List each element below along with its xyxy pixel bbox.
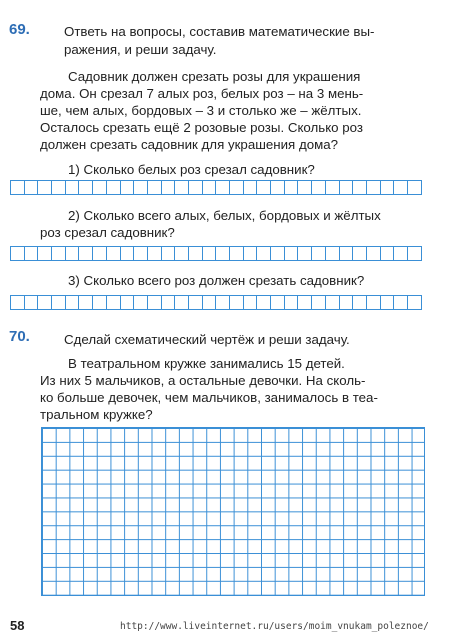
answer-cell[interactable] — [79, 247, 93, 260]
answer-cell[interactable] — [93, 296, 107, 309]
answer-cell[interactable] — [230, 247, 244, 260]
answer-cell[interactable] — [38, 296, 52, 309]
answer-cell[interactable] — [340, 247, 354, 260]
answer-cell[interactable] — [189, 181, 203, 194]
answer-cell[interactable] — [353, 247, 367, 260]
answer-cell[interactable] — [216, 181, 230, 194]
answer-cell[interactable] — [367, 296, 381, 309]
answer-cell[interactable] — [162, 296, 176, 309]
answer-cell[interactable] — [134, 296, 148, 309]
answer-cell[interactable] — [11, 296, 25, 309]
answer-cell[interactable] — [367, 181, 381, 194]
answer-cell[interactable] — [134, 181, 148, 194]
answer-cell[interactable] — [52, 247, 66, 260]
answer-cell[interactable] — [189, 247, 203, 260]
answer-cells-1[interactable] — [10, 180, 422, 195]
task-69-question-2-line-2: роз срезал садовник? — [40, 225, 175, 240]
task-69-instruction-line-2: ражения, и реши задачу. — [64, 42, 217, 57]
answer-cell[interactable] — [52, 181, 66, 194]
answer-cell[interactable] — [203, 181, 217, 194]
task-69-question-3: 3) Сколько всего роз должен срезать садовник? — [68, 273, 365, 288]
answer-cell[interactable] — [326, 181, 340, 194]
answer-cell[interactable] — [38, 181, 52, 194]
task-69-problem-line-1: Садовник должен срезать розы для украшения — [68, 69, 361, 84]
task-70-instruction: Сделай схематический чертёж и реши задачу. — [64, 332, 350, 347]
answer-cell[interactable] — [298, 296, 312, 309]
answer-cell[interactable] — [271, 247, 285, 260]
answer-cell[interactable] — [121, 296, 135, 309]
answer-cell[interactable] — [25, 296, 39, 309]
answer-cell[interactable] — [38, 247, 52, 260]
answer-cell[interactable] — [93, 247, 107, 260]
answer-cell[interactable] — [162, 247, 176, 260]
answer-cell[interactable] — [148, 296, 162, 309]
task-69-problem-line-3: ше, чем алых, бордовых – 3 и столько же – жёлтых. — [40, 103, 362, 118]
answer-cell[interactable] — [340, 181, 354, 194]
answer-cell[interactable] — [394, 247, 408, 260]
answer-cell[interactable] — [175, 247, 189, 260]
answer-cell[interactable] — [66, 296, 80, 309]
answer-cell[interactable] — [298, 181, 312, 194]
answer-cell[interactable] — [312, 181, 326, 194]
answer-cell[interactable] — [107, 296, 121, 309]
task-70-problem-line-3: ко больше девочек, чем мальчиков, занималось в теа- — [40, 390, 378, 405]
answer-cell[interactable] — [271, 181, 285, 194]
answer-cell[interactable] — [148, 181, 162, 194]
page-number: 58 — [10, 618, 25, 633]
task-69-instruction-line-1: Ответь на вопросы, составив математические вы- — [64, 24, 375, 39]
task-70-problem-line-4: тральном кружке? — [40, 407, 153, 422]
answer-cell[interactable] — [381, 247, 395, 260]
answer-cell[interactable] — [203, 296, 217, 309]
task-69-problem-line-2: дома. Он срезал 7 алых роз, белых роз – на 3 мень- — [40, 86, 364, 101]
answer-cell[interactable] — [244, 181, 258, 194]
answer-cell[interactable] — [230, 181, 244, 194]
answer-cell[interactable] — [408, 296, 422, 309]
answer-cell[interactable] — [312, 296, 326, 309]
answer-cell[interactable] — [353, 181, 367, 194]
task-70-number: 70. — [9, 328, 30, 345]
answer-cell[interactable] — [326, 296, 340, 309]
answer-cell[interactable] — [408, 247, 422, 260]
answer-cell[interactable] — [66, 247, 80, 260]
answer-cell[interactable] — [148, 247, 162, 260]
answer-cell[interactable] — [66, 181, 80, 194]
answer-cell[interactable] — [134, 247, 148, 260]
answer-cell[interactable] — [216, 296, 230, 309]
answer-cell[interactable] — [107, 181, 121, 194]
answer-cell[interactable] — [203, 247, 217, 260]
task-70-problem-line-2: Из них 5 мальчиков, а остальные девочки. На сколь- — [40, 373, 366, 388]
answer-cell[interactable] — [298, 247, 312, 260]
answer-cell[interactable] — [107, 247, 121, 260]
answer-cell[interactable] — [408, 181, 422, 194]
answer-cell[interactable] — [93, 181, 107, 194]
answer-cell[interactable] — [189, 296, 203, 309]
answer-cell[interactable] — [367, 247, 381, 260]
answer-cell[interactable] — [285, 296, 299, 309]
answer-cell[interactable] — [121, 247, 135, 260]
answer-cell[interactable] — [25, 247, 39, 260]
answer-cells-2[interactable] — [10, 246, 422, 261]
answer-cell[interactable] — [244, 296, 258, 309]
answer-cell[interactable] — [257, 247, 271, 260]
answer-cell[interactable] — [11, 247, 25, 260]
task-69-problem-line-4: Осталось срезать ещё 2 розовые розы. Сколько роз — [40, 120, 364, 135]
answer-cells-3[interactable] — [10, 295, 422, 310]
answer-cell[interactable] — [175, 296, 189, 309]
answer-cell[interactable] — [79, 181, 93, 194]
answer-cell[interactable] — [271, 296, 285, 309]
answer-cell[interactable] — [11, 181, 25, 194]
task-69-question-2-line-1: 2) Сколько всего алых, белых, бордовых и жёлтых — [68, 208, 381, 223]
task-70-problem-line-1: В театральном кружке занимались 15 детей. — [68, 356, 345, 371]
answer-cell[interactable] — [394, 296, 408, 309]
task-69-problem-line-5: должен срезать садовник для украшения дома? — [40, 137, 339, 152]
task-69-number: 69. — [9, 21, 30, 38]
footer-url: http://www.liveinternet.ru/users/moim_vnukam_poleznoe/ — [120, 621, 429, 632]
answer-cell[interactable] — [216, 247, 230, 260]
answer-cell[interactable] — [25, 181, 39, 194]
answer-cell[interactable] — [121, 181, 135, 194]
answer-cell[interactable] — [175, 181, 189, 194]
answer-cell[interactable] — [162, 181, 176, 194]
answer-cell[interactable] — [257, 296, 271, 309]
answer-cell[interactable] — [312, 247, 326, 260]
drawing-grid[interactable] — [41, 427, 425, 596]
answer-cell[interactable] — [285, 247, 299, 260]
answer-cell[interactable] — [381, 296, 395, 309]
answer-cell[interactable] — [52, 296, 66, 309]
answer-cell[interactable] — [353, 296, 367, 309]
answer-cell[interactable] — [326, 247, 340, 260]
answer-cell[interactable] — [394, 181, 408, 194]
task-69-question-1: 1) Сколько белых роз срезал садовник? — [68, 162, 315, 177]
answer-cell[interactable] — [244, 247, 258, 260]
answer-cell[interactable] — [340, 296, 354, 309]
answer-cell[interactable] — [285, 181, 299, 194]
answer-cell[interactable] — [230, 296, 244, 309]
answer-cell[interactable] — [381, 181, 395, 194]
answer-cell[interactable] — [79, 296, 93, 309]
answer-cell[interactable] — [257, 181, 271, 194]
